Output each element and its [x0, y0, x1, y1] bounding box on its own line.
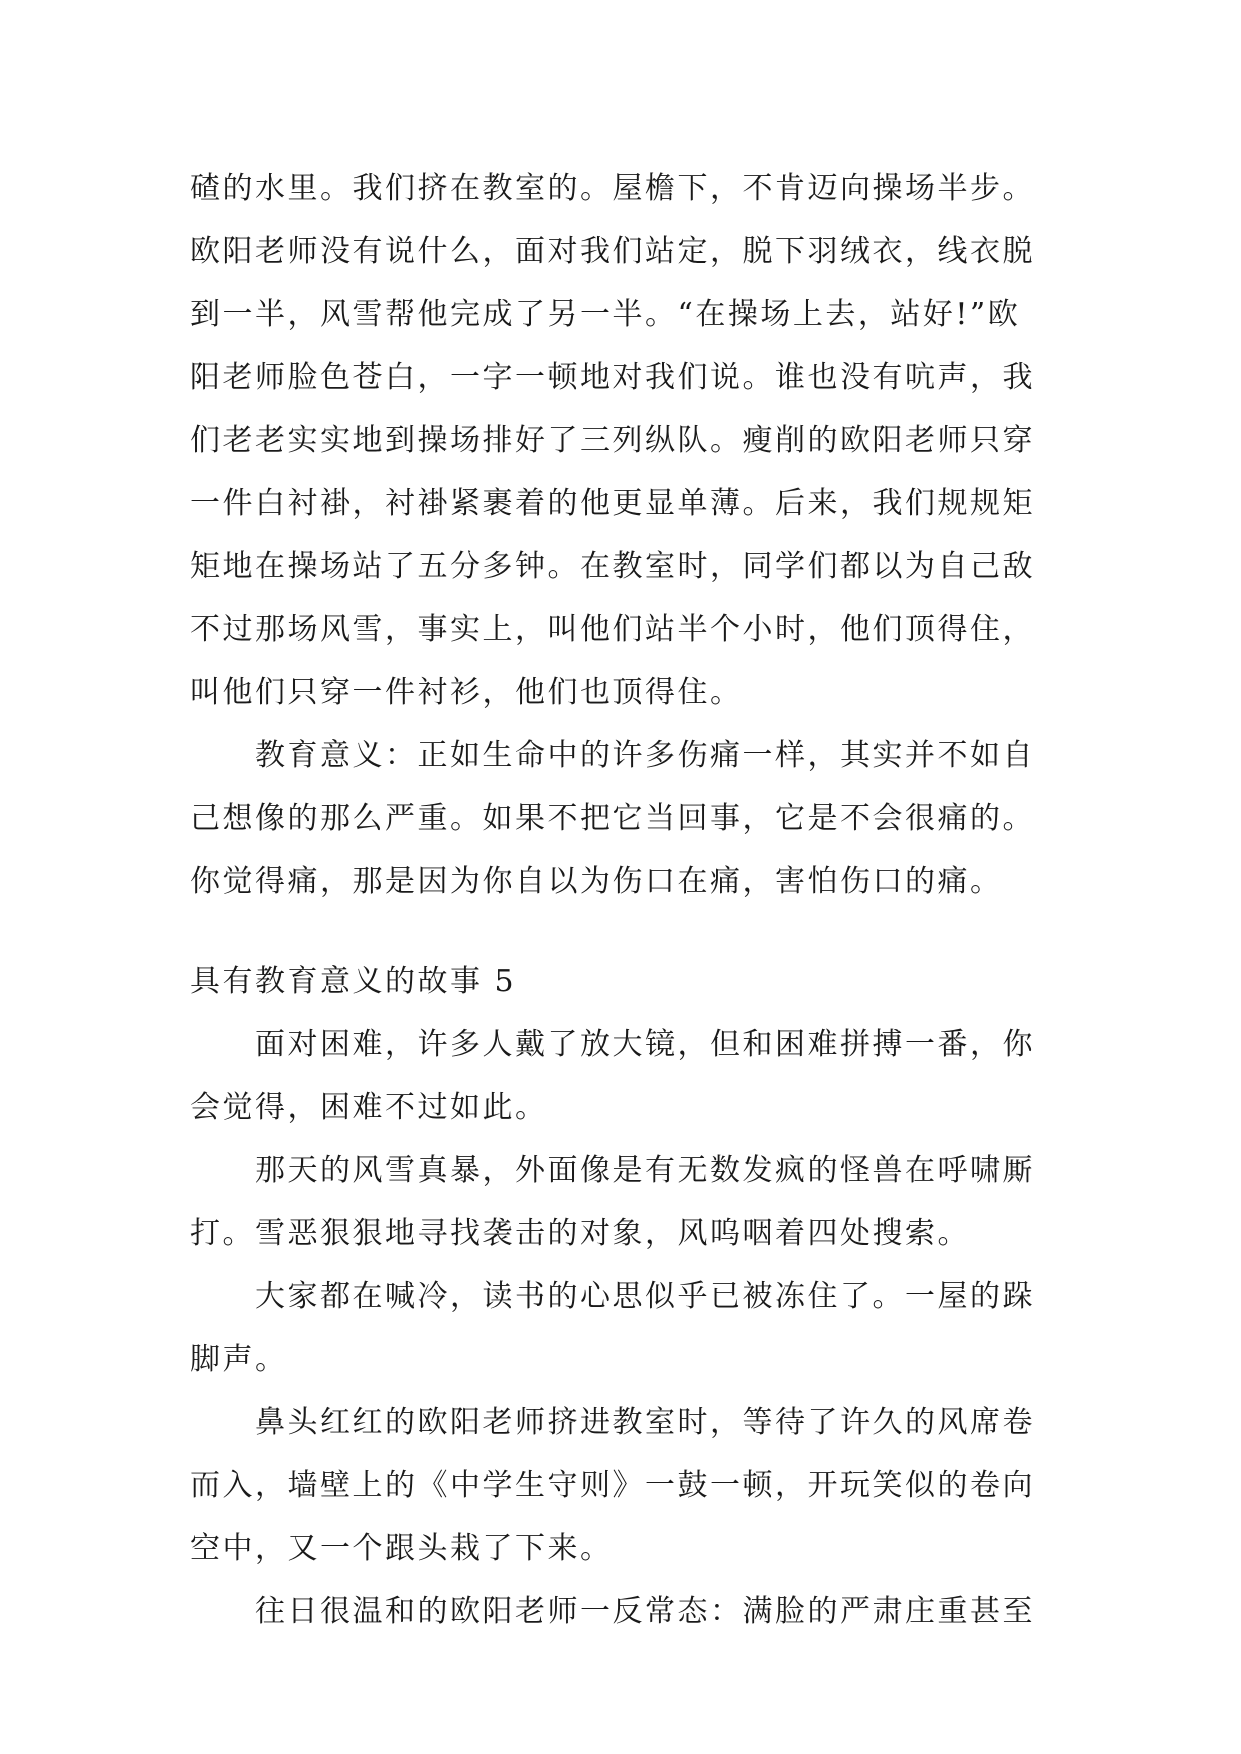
- text-line: 阳老师脸色苍白，一字一顿地对我们说。谁也没有吭声，我: [190, 360, 1035, 395]
- text-line: 教育意义：正如生命中的许多伤痛一样，其实并不如自: [255, 738, 1035, 773]
- section-heading: 具有教育意义的故事 5: [190, 964, 517, 999]
- text-line: 矩地在操场站了五分多钟。在教室时，同学们都以为自己敌: [190, 549, 1035, 584]
- text-line: 欧阳老师没有说什么，面对我们站定，脱下羽绒衣，线衣脱: [190, 234, 1035, 269]
- text-line: 打。雪恶狠狠地寻找袭击的对象，风呜咽着四处搜索。: [190, 1216, 970, 1251]
- text-line: 空中，又一个跟头栽了下来。: [190, 1531, 613, 1566]
- text-line: 面对困难，许多人戴了放大镜，但和困难拼搏一番，你: [255, 1027, 1035, 1062]
- text-line: 大家都在喊冷，读书的心思似乎已被冻住了。一屋的跺: [255, 1279, 1035, 1314]
- text-line: 而入，墙壁上的《中学生守则》一鼓一顿，开玩笑似的卷向: [190, 1468, 1035, 1503]
- text-line: 往日很温和的欧阳老师一反常态：满脸的严肃庄重甚至: [255, 1594, 1035, 1629]
- text-line: 脚声。: [190, 1342, 288, 1377]
- text-line: 你觉得痛，那是因为你自以为伤口在痛，害怕伤口的痛。: [190, 864, 1003, 899]
- text-line: 会觉得，困难不过如此。: [190, 1090, 548, 1125]
- text-line: 己想像的那么严重。如果不把它当回事，它是不会很痛的。: [190, 801, 1035, 836]
- text-line: 们老老实实地到操场排好了三列纵队。瘦削的欧阳老师只穿: [190, 423, 1035, 458]
- text-line: 鼻头红红的欧阳老师挤进教室时，等待了许久的风席卷: [255, 1405, 1035, 1440]
- text-line: 那天的风雪真暴，外面像是有无数发疯的怪兽在呼啸厮: [255, 1153, 1035, 1188]
- text-line: 碴的水里。我们挤在教室的。屋檐下，不肯迈向操场半步。: [190, 171, 1035, 206]
- text-line: 不过那场风雪，事实上，叫他们站半个小时，他们顶得住，: [190, 612, 1035, 647]
- text-line: 一件白衬褂，衬褂紧裹着的他更显单薄。后来，我们规规矩: [190, 486, 1035, 521]
- text-line: 到一半，风雪帮他完成了另一半。“在操场上去，站好!”欧: [190, 297, 1021, 332]
- text-line: 叫他们只穿一件衬衫，他们也顶得住。: [190, 675, 743, 710]
